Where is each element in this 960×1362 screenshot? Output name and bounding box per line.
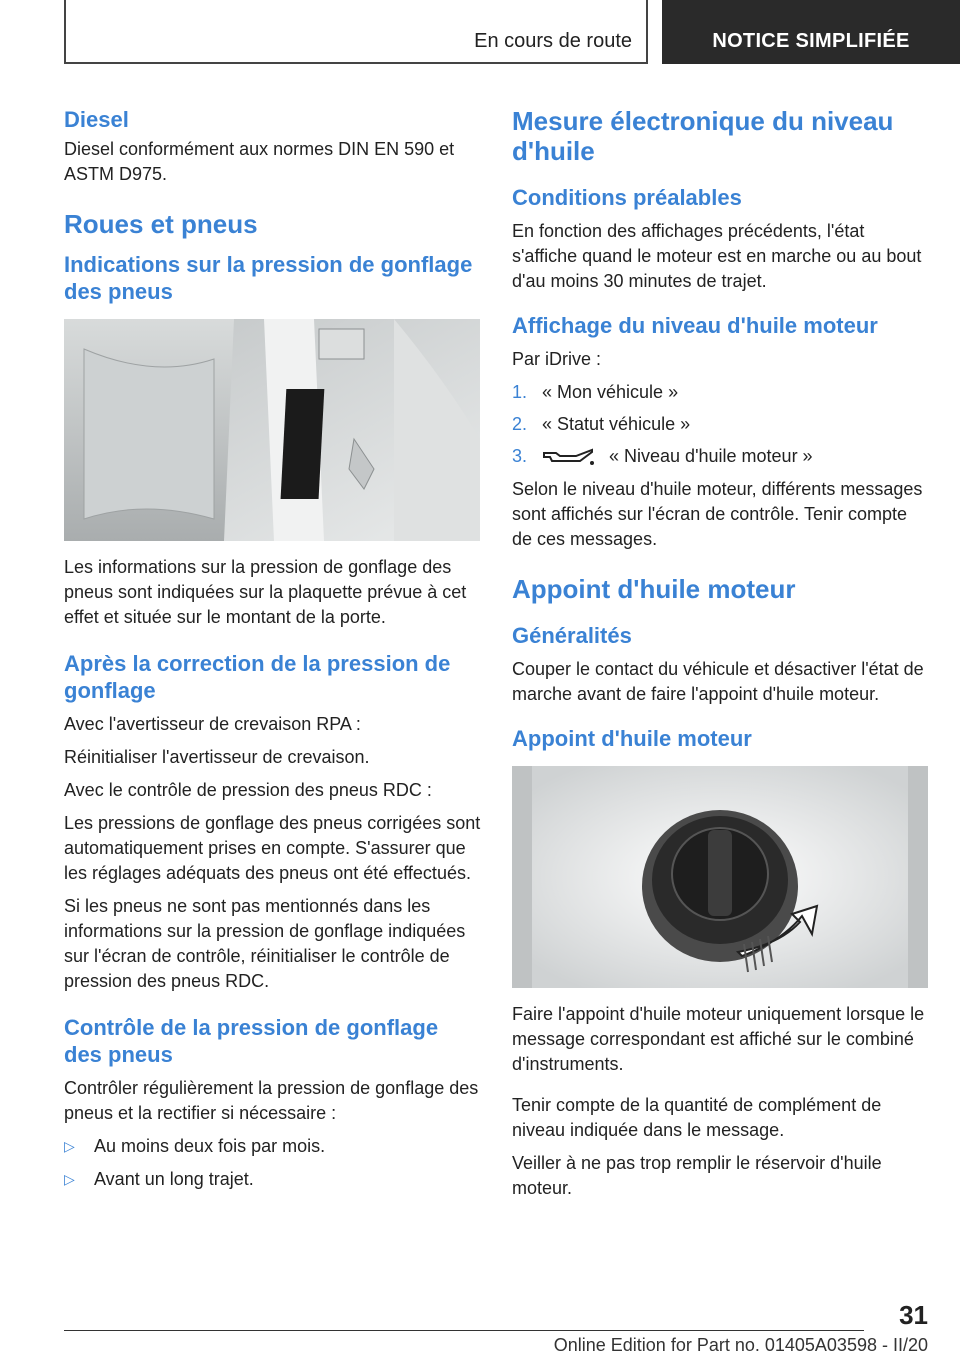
triangle-right-icon: ▷ [64, 1138, 75, 1154]
list-item: ▷ Au moins deux fois par mois. [64, 1134, 482, 1159]
rdc-action: Les pressions de gonflage des pneus corrigées sont automatiquement prises en compte. S'assurer que les réglages adéquats des pneus ont été effectués. [64, 813, 481, 883]
oil-filler-cap-image [512, 766, 928, 988]
rdc-text: Avec le contrôle de pression des pneus RDC : [64, 780, 432, 800]
left-column [64, 100, 482, 1200]
list-item: 2. « Statut véhicule » [512, 414, 691, 434]
wheels-heading: Roues et pneus [64, 209, 258, 239]
triangle-right-icon: ▷ [64, 1171, 75, 1187]
quantity-text: Tenir compte de la quantité de complément de niveau indiquée dans le message. [512, 1095, 882, 1140]
pressure-info-text: Les informations sur la pression de gonflage des pneus sont indiquées sur la plaquette prévue à cet effet et située sur le montant de la porte. [64, 557, 467, 627]
general-text: Couper le contact du véhicule et désactiver l'état de marche avant de faire l'appoint d'huile moteur. [512, 659, 924, 704]
topup-text: Faire l'appoint d'huile moteur uniquement lorsque le message correspondant est affiché sur le combiné d'instruments. [512, 1004, 925, 1074]
prereq-text: En fonction des affichages précédents, l'état s'affiche quand le moteur est en marche ou au bout d'au moins 30 minutes de trajet. [512, 221, 922, 291]
diesel-heading: Diesel [64, 107, 129, 132]
oil-can-icon [542, 447, 596, 467]
control-heading: Contrôle de la pression de gonflage des pneus [64, 1015, 439, 1067]
rdc-note: Si les pneus ne sont pas mentionnés dans les informations sur la pression de gonflage indiquées sur l'écran de contrôle, réinitialiser le contrôle de pression des pneus RDC. [64, 896, 466, 991]
right-column [512, 100, 928, 1209]
overfill-text: Veiller à ne pas trop remplir le réservoir d'huile moteur. [512, 1153, 882, 1198]
display-heading: Affichage du niveau d'huile moteur [512, 313, 878, 338]
footer-divider [64, 1330, 864, 1331]
after-correction-heading: Après la correction de la pression de gonflage [64, 651, 451, 703]
header-section-box [64, 0, 648, 64]
rpa-text: Avec l'avertisseur de crevaison RPA : [64, 714, 361, 734]
level-text: Selon le niveau d'huile moteur, différents messages sont affichés sur l'écran de contrôle. Tenir compte de ces messages. [512, 479, 923, 549]
general-heading: Généralités [512, 623, 632, 648]
measure-heading: Mesure électronique du niveau d'huile [512, 106, 894, 166]
prereq-heading: Conditions préalables [512, 185, 742, 210]
list-item: 3. « Niveau d'huile moteur » [512, 446, 813, 466]
via-idrive-text: Par iDrive : [512, 349, 602, 369]
topup-heading: Appoint d'huile moteur [512, 574, 796, 604]
list-item: ▷ Avant un long trajet. [64, 1167, 482, 1192]
header-tag-box [662, 0, 960, 64]
diesel-text: Diesel conformément aux normes DIN EN 590 et ASTM D975. [64, 139, 455, 184]
rpa-action: Réinitialiser l'avertisseur de crevaison. [64, 747, 370, 767]
list-item: 1. « Mon véhicule » [512, 382, 679, 402]
page-number: 31 [899, 1300, 928, 1330]
topup-subheading: Appoint d'huile moteur [512, 726, 752, 751]
idrive-steps-list [512, 380, 928, 469]
control-bullet-list [64, 1134, 482, 1192]
door-pillar-image [64, 319, 482, 541]
footer-edition: Online Edition for Part no. 01405A03598 - II/20 [553, 1335, 928, 1355]
control-text: Contrôler régulièrement la pression de gonflage des pneus et la rectifier si nécessaire : [64, 1078, 479, 1123]
header-section-title: En cours de route [474, 30, 632, 52]
pressure-info-heading: Indications sur la pression de gonflage des pneus [64, 252, 473, 304]
header-tag-label: NOTICE SIMPLIFIÉE [712, 30, 910, 52]
